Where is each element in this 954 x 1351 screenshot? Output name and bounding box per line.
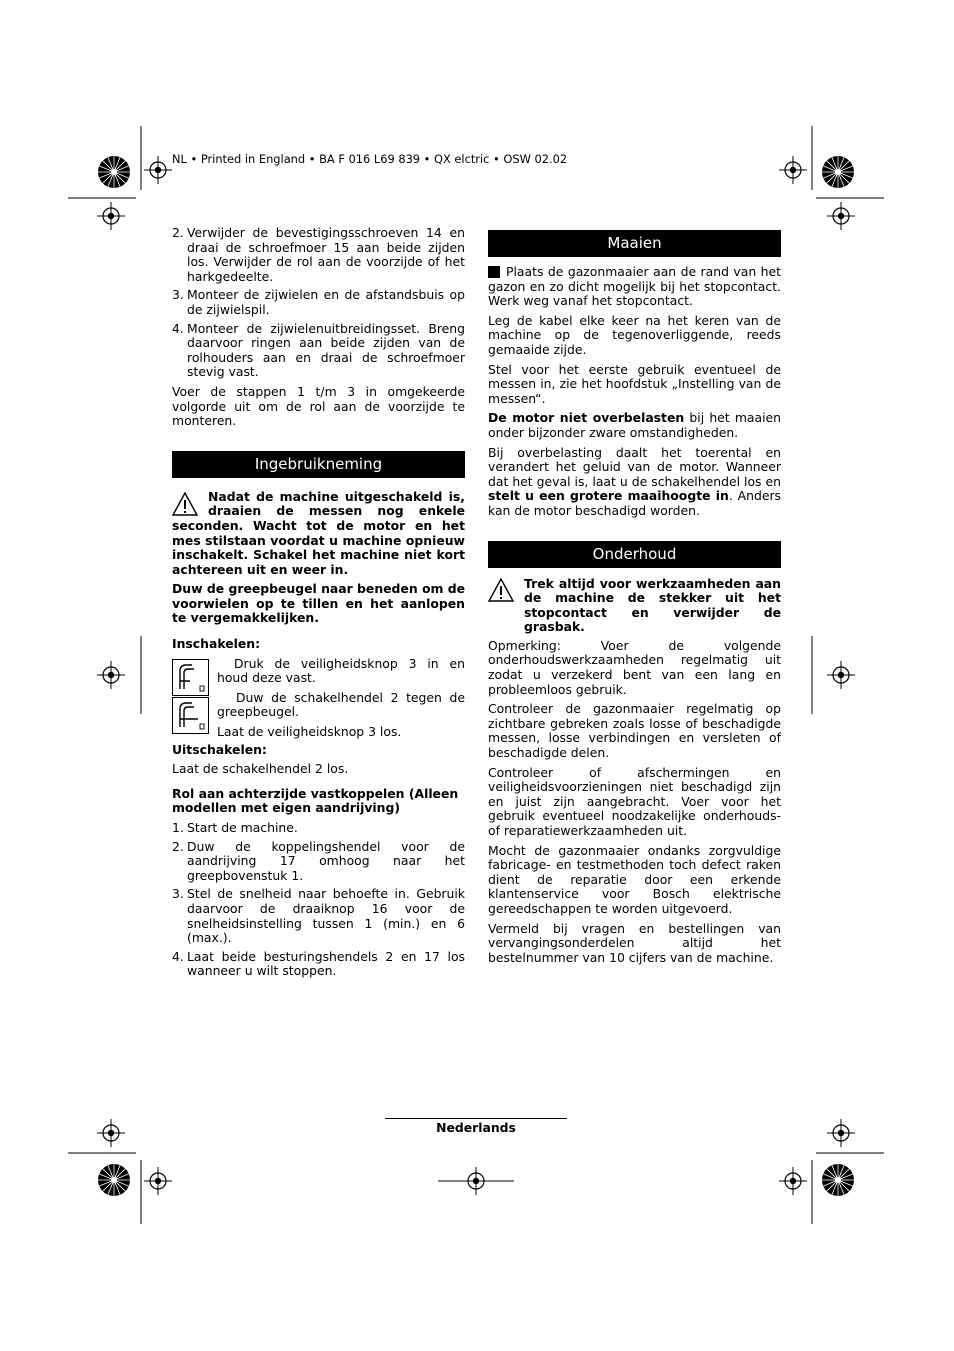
section-title-maaien: Maaien [488,230,781,257]
onderhoud-warning-text: Trek altijd voor werkzaamheden aan de machine de stekker uit het stopcontact en verwijder de grasbak. [524,575,781,635]
list-item-text: Monteer de zijwielen en de afstandsbuis op de zijwielspil. [187,287,465,317]
list-item-text: Monteer de zijwielenuitbreidingsset. Breng daarvoor ringen aan beide zijden van de rolhouders aan en draai de schroefmoer stevig vast. [187,320,465,380]
switch-on-step-2: Duw de schakelhendel 2 tegen de greepbeugel. [217,689,465,720]
left-column [172,226,465,984]
list-item: 3. Stel de snelheid naar behoefte in. Gebruik daarvoor de draaiknop 16 voor de snelheidsinstelling tussen 1 (min.) en 6 (max.). [172,886,465,946]
print-info-header: NL • Printed in England • BA F 016 L69 839 • QX elctric • OSW 02.02 [172,152,568,166]
onderhoud-paragraph-2: Controleer de gazonmaaier regelmatig op zichtbare gebreken zoals losse of beschadigde messen, losse verbindingen en versleten of beschadigde delen. [488,701,781,761]
onderhoud-paragraph-3: Controleer of afschermingen en veiligheidsvoorzieningen niet beschadigd zijn en juist zijn aangebracht. Voer voor het gebruik eventueel noodzakelijke onderhouds- of reparatiewerkzaamheden uit. [488,764,781,838]
onderhoud-paragraph-1: Opmerking: Voer de volgende onderhoudswerkzaamheden regelmatig uit zodat u verzekerd bent van een lang en probleemloos gebruik. [488,637,781,697]
switch-on-step-1: Druk de veiligheidsknop 3 in en houd deze vast. [217,655,465,686]
overload-paragraph-2: Bij overbelasting daalt het toerental en verandert het geluid van de motor. Wanneer dat het geval is, laat u de schakelhendel los en stelt u een grotere maaihoogte in. Anders kan de motor beschadigd worden. [488,444,781,518]
list-item: 1. Start de machine. [172,820,298,836]
maaien-paragraph-2: Leg de kabel elke keer na het keren van de machine op de tegenoverliggende, reeds gemaaide zijde. [488,312,781,357]
paragraph-push-handle: Duw de greepbeugel naar beneden om de voorwielen op te tillen en het aanlopen te vergemakkelijken. [172,581,465,626]
list-item-text: Verwijder de bevestigingsschroeven 14 en draai de schroefmoer 15 aan beide zijden los. Verwijder de rol aan de voorzijde of het harkgedeelte. [187,225,465,284]
steps-list-b [172,821,465,979]
switch-on-heading: Inschakelen: [172,636,261,652]
warning-icon [488,578,514,602]
list-item: 3. Monteer de zijwielen en de afstandsbuis op de zijwielspil. [172,287,465,317]
maaien-paragraph-1: Plaats de gazonmaaier aan de rand van het gazon en zo dicht mogelijk bij het stopcontact. Werk weg vanaf het stopcontact. [488,264,781,309]
list-item-text: Laat beide besturingshendels 2 en 17 los wanneer u wilt stoppen. [187,948,465,979]
switch-on-step-3: Laat de veiligheidsknop 3 los. [217,724,402,740]
section-title-onderhoud: Onderhoud [488,541,781,568]
list-item-text: Duw de koppelingshendel voor de aandrijving 17 omhoog naar het greepbovenstuk 1. [187,838,465,883]
bullet-square-icon [488,266,500,278]
warning-block [172,490,465,578]
maaien-paragraph-3: Stel voor het eerste gebruik eventueel de messen in, zie het hoofdstuk „Instelling van de messen“. [488,361,781,406]
list-item-text: Stel de snelheid naar behoefte in. Gebruik daarvoor de draaiknop 16 voor de snelheidsinstelling tussen 1 (min.) en 6 (max.). [187,886,465,946]
list-item: 4. Monteer de zijwielenuitbreidingsset. Breng daarvoor ringen aan beide zijden van de rolhouders aan en draai de schroefmoer stevig vast. [172,320,465,380]
warning-text: Nadat de machine uitgeschakeld is, draaien de messen nog enkele seconden. Wacht tot de motor en het mes stilstaan voordat u machine opnieuw inschakelt. Schakel het machine niet kort achtereen uit en weer in. [172,488,465,577]
steps-list-a [172,226,465,380]
switch-off-heading: Uitschakelen: [172,741,267,757]
section-title-ingebruikneming: Ingebruikneming [172,451,465,478]
right-column [488,230,781,970]
list-item-text: Start de machine. [187,820,298,836]
switch-off-text: Laat de schakelhendel 2 los. [172,761,349,777]
list-item: 4. Laat beide besturingshendels 2 en 17 los wanneer u wilt stoppen. [172,948,465,979]
list-item: 2. Verwijder de bevestigingsschroeven 14 en draai de schroefmoer 15 aan beide zijden los. Verwijder de rol aan de voorzijde of het harkgedeelte. [172,225,465,284]
overload-paragraph: De motor niet overbelasten bij het maaien onder bijzonder zware omstandigheden. [488,410,781,440]
onderhoud-warning-block [488,577,781,635]
onderhoud-paragraph-5: Vermeld bij vragen en bestellingen van vervangingsonderdelen altijd het bestelnummer van 10 cijfers van de machine. [488,920,781,965]
footer-language-label: Nederlands [436,1120,516,1135]
paragraph-reverse-steps: Voer de stappen 1 t/m 3 in omgekeerde volgorde uit om de rol aan de voorzijde te monteren. [172,383,465,429]
list-item: 2. Duw de koppelingshendel voor de aandrijving 17 omhoog naar het greepbovenstuk 1. [172,838,465,883]
footer-rule [385,1118,567,1119]
switch-on-illustration [172,659,210,735]
warning-icon [172,492,198,516]
switch-on-block [172,655,465,740]
rear-roller-heading: Rol aan achterzijde vastkoppelen (Alleen modellen met eigen aandrijving) [172,785,459,816]
onderhoud-paragraph-4: Mocht de gazonmaaier ondanks zorgvuldige fabricage- en testmethoden toch defect raken dient de reparatie door een erkende klantenservice voor Bosch elektrische gereedschappen te worden uitgevoerd. [488,842,781,916]
